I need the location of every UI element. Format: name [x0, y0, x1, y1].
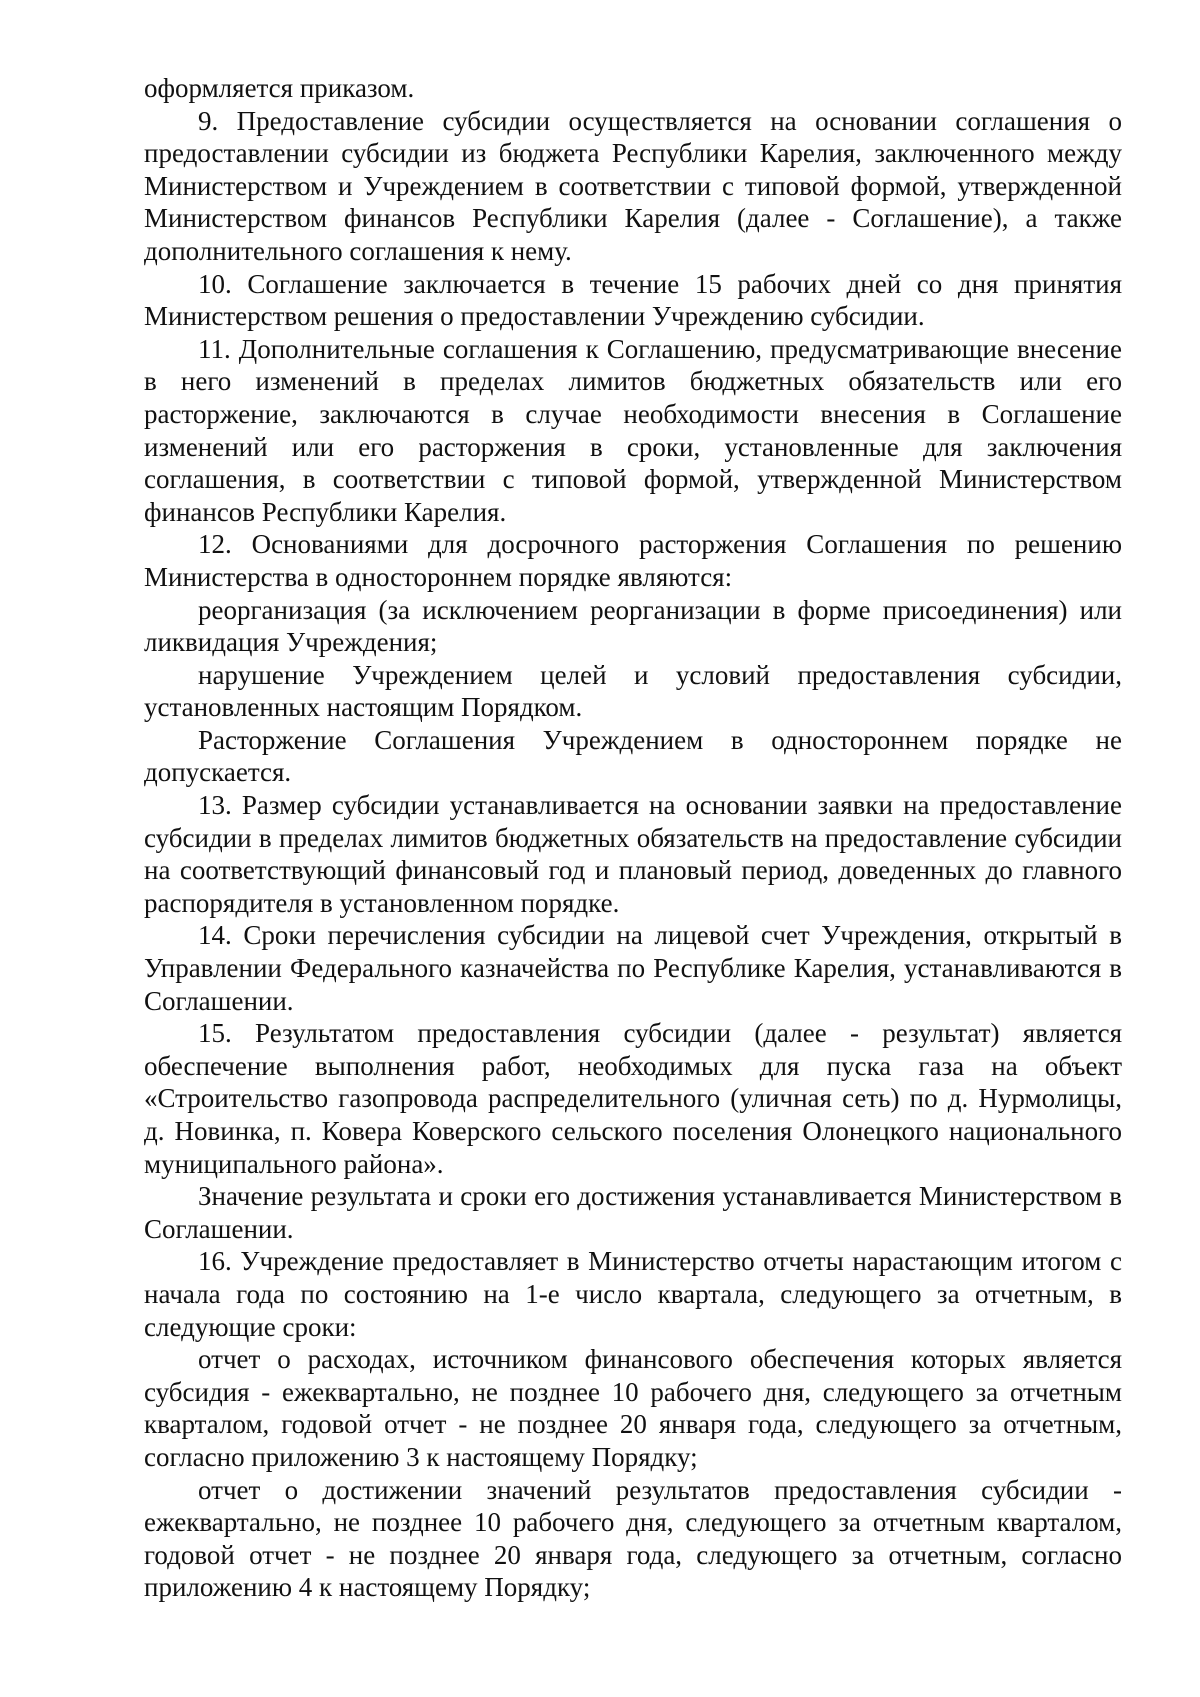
- paragraph-item-13: 13. Размер субсидии устанавливается на основании заявки на предоставление субсидии в пределах лимитов бюджетных обязательств на предоставление субсидии на соответствующий финансовый год и плановый период, доведенных до главного распорядителя в установленном порядке.: [144, 790, 1122, 918]
- paragraph-item-16-expense-report: отчет о расходах, источником финансового обеспечения которых является субсидия - ежеквартально, не позднее 10 рабочего дня, следующего за отчетным кварталом, годовой отчет - не позднее 20 января года, следующего за отчетным, согласно приложению 3 к настоящему Порядку;: [144, 1344, 1122, 1472]
- paragraph-item-12-violation: нарушение Учреждением целей и условий предоставления субсидии, установленных настоящим Порядком.: [144, 659, 1122, 723]
- document-body: [144, 72, 1122, 1604]
- paragraph-continuation: оформляется приказом.: [144, 73, 415, 103]
- paragraph-item-16-results-report: отчет о достижении значений результатов предоставления субсидии - ежеквартально, не позднее 10 рабочего дня, следующего за отчетным кварталом, годовой отчет - не позднее 20 января года, следующего за отчетным, согласно приложению 4 к настоящему Порядку;: [144, 1474, 1122, 1603]
- paragraph-item-10: 10. Соглашение заключается в течение 15 рабочих дней со дня принятия Министерством решения о предоставлении Учреждению субсидии.: [144, 268, 1122, 332]
- paragraph-item-11: 11. Дополнительные соглашения к Соглашению, предусматривающие внесение в него изменений в пределах лимитов бюджетных обязательств или его расторжение, заключаются в случае необходимости внесения в Соглашение изменений или его расторжения в сроки, установленные для заключения соглашения, в соответствии с типовой формой, утвержденной Министерством финансов Республики Карелия.: [144, 333, 1122, 527]
- paragraph-item-15-result-value: Значение результата и сроки его достижения устанавливается Министерством в Соглашении.: [144, 1181, 1122, 1244]
- paragraph-item-9: 9. Предоставление субсидии осуществляется на основании соглашения о предоставлении субсидии из бюджета Республики Карелия, заключенного между Министерством и Учреждением в соответствии с типовой формой, утвержденной Министерством финансов Республики Карелия (далее - Соглашение), а также дополнительного соглашения к нему.: [144, 105, 1122, 266]
- paragraph-item-12-termination: Расторжение Соглашения Учреждением в одностороннем порядке не допускается.: [144, 724, 1122, 788]
- paragraph-item-12-reorganization: реорганизация (за исключением реорганизации в форме присоединения) или ликвидация Учреждения;: [144, 594, 1122, 658]
- paragraph-item-16: 16. Учреждение предоставляет в Министерство отчеты нарастающим итогом с начала года по состоянию на 1-е число квартала, следующего за отчетным, в следующие сроки:: [144, 1246, 1122, 1342]
- paragraph-item-12: 12. Основаниями для досрочного расторжения Соглашения по решению Министерства в одностороннем порядке являются:: [144, 529, 1122, 592]
- paragraph-item-15: 15. Результатом предоставления субсидии (далее - результат) является обеспечение выполнения работ, необходимых для пуска газа на объект «Строительство газопровода распределительного (уличная сеть) по д. Нурмолицы, д. Новинка, п. Ковера Коверского сельского поселения Олонецкого национального муниципального района».: [144, 1018, 1122, 1179]
- paragraph-item-14: 14. Сроки перечисления субсидии на лицевой счет Учреждения, открытый в Управлении Федерального казначейства по Республике Карелия, устанавливаются в Соглашении.: [144, 920, 1122, 1016]
